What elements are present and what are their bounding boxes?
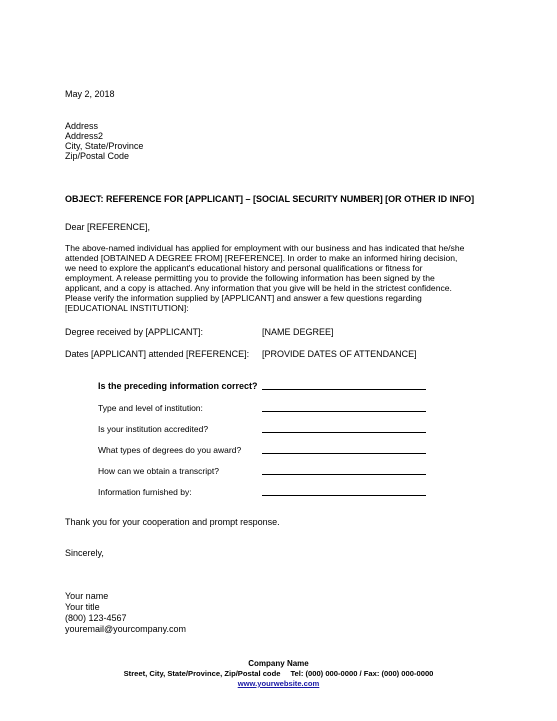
signature-title: Your title	[65, 602, 100, 612]
signature-phone: (800) 123-4567	[65, 613, 127, 623]
body-line: The above-named individual has applied for employment with our business and has indicated that he/she	[65, 243, 465, 253]
address-line-2: Address2	[65, 131, 104, 141]
address-line-4: Zip/Postal Code	[65, 151, 130, 161]
question-label: Is your institution accredited?	[98, 424, 209, 434]
degree-value: [NAME DEGREE]	[262, 327, 334, 337]
signature-email: youremail@yourcompany.com	[65, 624, 187, 634]
footer-website-link[interactable]: www.yourwebsite.com	[237, 679, 320, 688]
body-line: [EDUCATIONAL INSTITUTION]:	[65, 303, 189, 313]
answer-line[interactable]	[262, 432, 426, 433]
body-line: Please verify the information supplied by [APPLICANT] and answer a few questions regarding	[65, 293, 422, 303]
question-label: Is the preceding information correct?	[98, 381, 258, 391]
body-line: employment. A release permitting you to provide the following information has been signed by the	[65, 273, 435, 283]
dates-label: Dates [APPLICANT] attended [REFERENCE]:	[65, 349, 250, 359]
closing: Sincerely,	[65, 548, 104, 558]
question-label: How can we obtain a transcript?	[98, 466, 219, 476]
answer-line[interactable]	[262, 411, 426, 412]
footer-company-name: Company Name	[248, 659, 309, 668]
address-line-3: City, State/Province	[65, 141, 144, 151]
question-label: What types of degrees do you award?	[98, 445, 242, 455]
answer-line[interactable]	[262, 474, 426, 475]
letter-object-line: OBJECT: REFERENCE FOR [APPLICANT] – [SOCIAL SECURITY NUMBER] [OR OTHER ID INFO]	[65, 194, 475, 204]
question-label: Type and level of institution:	[98, 403, 203, 413]
body-paragraph	[65, 243, 495, 313]
body-line: attended [OBTAINED A DEGREE FROM] [REFERENCE]. In order to make an informed hiring decision,	[65, 253, 458, 263]
signature-block	[65, 591, 186, 635]
dates-value: [PROVIDE DATES OF ATTENDANCE]	[262, 349, 417, 359]
footer-website-line	[0, 679, 557, 688]
question-label: Information furnished by:	[98, 487, 192, 497]
answer-line[interactable]	[262, 453, 426, 454]
letter-date: May 2, 2018	[65, 89, 115, 99]
recipient-address	[65, 121, 143, 161]
thanks-line: Thank you for your cooperation and prompt response.	[65, 517, 280, 527]
footer-contact: Tel: (000) 000-0000 / Fax: (000) 000-0000	[290, 669, 434, 678]
signature-name: Your name	[65, 591, 109, 601]
salutation: Dear [REFERENCE],	[65, 222, 151, 232]
address-line-1: Address	[65, 121, 99, 131]
degree-label: Degree received by [APPLICANT]:	[65, 327, 204, 337]
answer-line[interactable]	[262, 389, 426, 390]
body-line: applicant, and a copy is attached. Any information that you give will be held in the strictest confidence.	[65, 283, 452, 293]
footer-address: Street, City, State/Province, Zip/Postal code	[123, 669, 281, 678]
footer-address-line	[0, 669, 557, 678]
body-line: we need to explore the applicant's educational history and personal qualifications or fitness for	[65, 263, 423, 273]
answer-line[interactable]	[262, 495, 426, 496]
